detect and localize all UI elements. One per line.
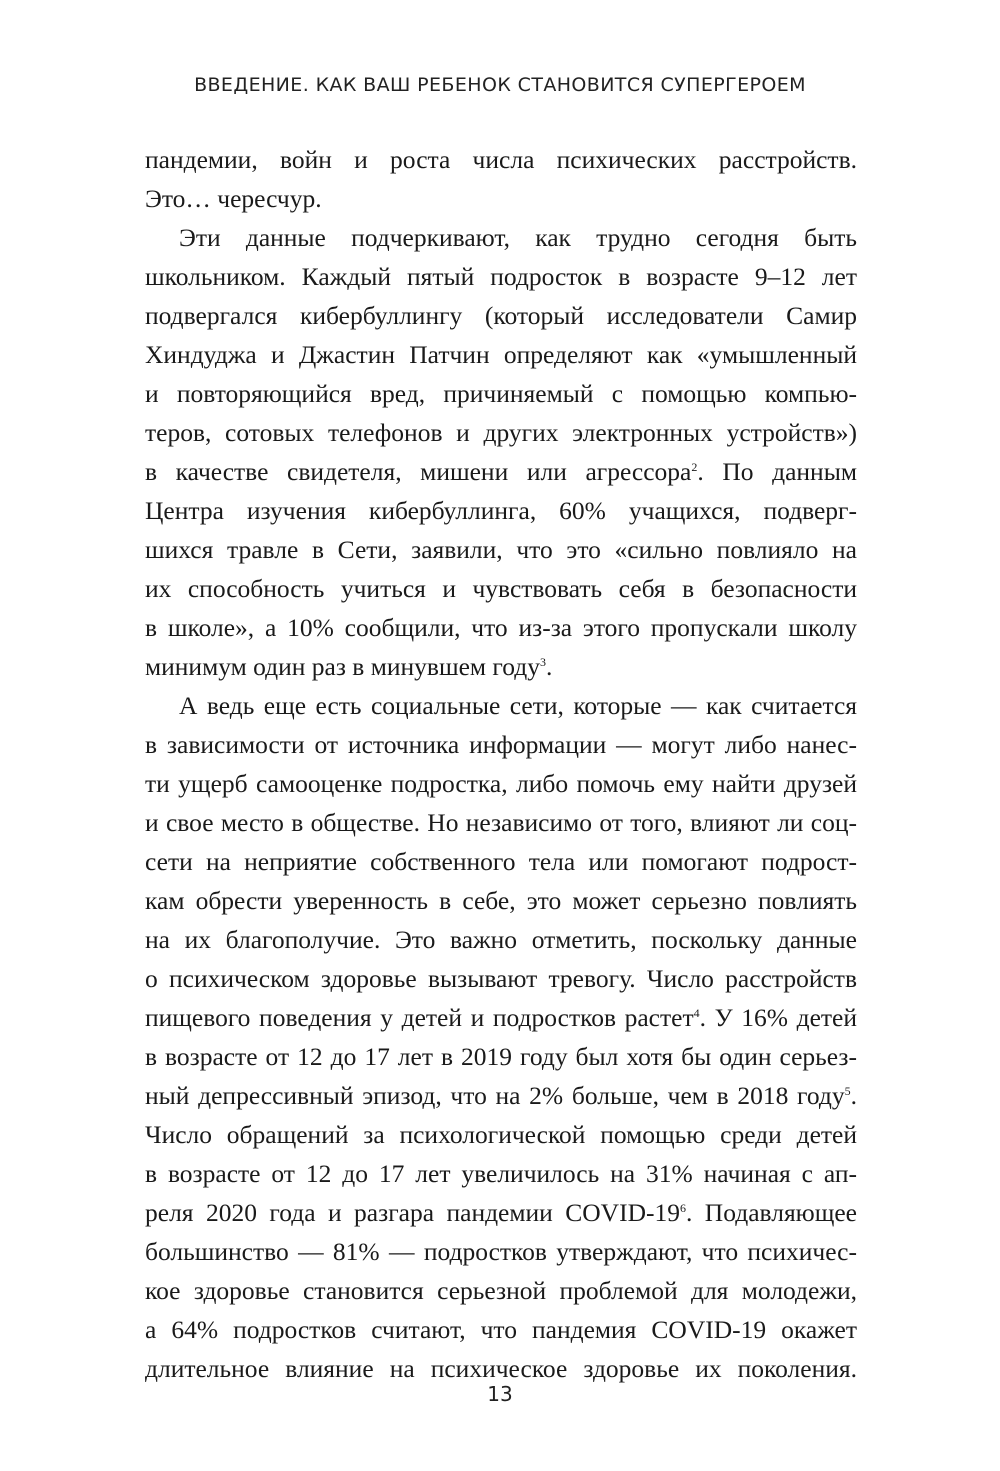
text-segment: минимум один раз в минувшем году bbox=[145, 652, 540, 681]
body-text bbox=[145, 140, 857, 1388]
text-segment: ный депрессивный эпизод, что на 2% больше, чем в 2018 году bbox=[145, 1081, 845, 1110]
text-line: в зависимости от источника информации — могут либо нанес- bbox=[145, 730, 857, 759]
text-line: А ведь еще есть социальные сети, которые — как считается bbox=[179, 691, 857, 720]
text-line bbox=[145, 647, 857, 686]
text-line: кое здоровье становится серьезной проблемой для молодежи, bbox=[145, 1276, 857, 1305]
text-line: а 64% подростков считают, что пандемия COVID-19 окажет bbox=[145, 1315, 857, 1344]
footnote-ref: 2 bbox=[691, 460, 698, 474]
footnote-ref: 3 bbox=[539, 655, 546, 669]
footnote-ref: 5 bbox=[844, 1084, 851, 1098]
text-segment: . Подавляющее bbox=[685, 1198, 857, 1227]
text-line: длительное влияние на психическое здоровье их поколения. bbox=[145, 1354, 857, 1383]
text-line: ти ущерб самооценке подростка, либо помочь ему найти друзей bbox=[145, 769, 857, 798]
text-line: о психическом здоровье вызывают тревогу. Число расстройств bbox=[145, 964, 857, 993]
text-line: Центра изучения кибербуллинга, 60% учащихся, подверг- bbox=[145, 496, 857, 525]
text-line bbox=[145, 998, 857, 1037]
text-line: в школе», а 10% сообщили, что из-за этого пропускали школу bbox=[145, 613, 857, 642]
text-line: Хиндуджа и Джастин Патчин определяют как «умышленный bbox=[145, 340, 857, 369]
text-line: большинство — 81% — подростков утверждают, что психичес- bbox=[145, 1237, 857, 1266]
text-line: подвергался кибербуллингу (который исследователи Самир bbox=[145, 301, 857, 330]
text-line: в возрасте от 12 до 17 лет увеличилось на 31% начиная с ап- bbox=[145, 1159, 857, 1188]
text-segment: пищевого поведения у детей и подростков растет bbox=[145, 1003, 694, 1032]
text-line: кам обрести уверенность в себе, это может серьезно повлиять bbox=[145, 886, 857, 915]
text-segment: в качестве свидетеля, мишени или агрессора bbox=[145, 457, 692, 486]
paragraph bbox=[145, 218, 857, 686]
text-segment: . У 16% детей bbox=[699, 1003, 857, 1032]
text-line: сети на неприятие собственного тела или помогают подрост- bbox=[145, 847, 857, 876]
text-line: Это… чересчур. bbox=[145, 184, 322, 213]
text-line: их способность учиться и чувствовать себя в безопасности bbox=[145, 574, 857, 603]
text-line: и свое место в обществе. Но независимо от того, влияют ли соц- bbox=[145, 808, 857, 837]
text-line: теров, сотовых телефонов и других электронных устройств») bbox=[145, 418, 857, 447]
text-segment: . По данным bbox=[697, 457, 857, 486]
paragraph bbox=[145, 140, 857, 218]
text-line bbox=[145, 1076, 857, 1115]
text-line: и повторяющийся вред, причиняемый с помощью компью- bbox=[145, 379, 857, 408]
text-line: Число обращений за психологической помощью среди детей bbox=[145, 1120, 857, 1149]
text-line: на их благополучие. Это важно отметить, поскольку данные bbox=[145, 925, 857, 954]
text-line bbox=[145, 452, 857, 491]
page-number: 13 bbox=[487, 1382, 513, 1406]
footnote-ref: 4 bbox=[693, 1006, 700, 1020]
paragraph bbox=[145, 686, 857, 1388]
text-line: шихся травле в Сети, заявили, что это «сильно повлияло на bbox=[145, 535, 857, 564]
text-segment: . bbox=[545, 652, 553, 681]
text-line bbox=[145, 1193, 857, 1232]
running-header: ВВЕДЕНИЕ. КАК ВАШ РЕБЕНОК СТАНОВИТСЯ СУПЕРГЕРОЕМ bbox=[194, 74, 806, 96]
text-line: пандемии, войн и роста числа психических расстройств. bbox=[145, 145, 857, 174]
text-line: Эти данные подчеркивают, как трудно сегодня быть bbox=[179, 223, 857, 252]
text-line: школьником. Каждый пятый подросток в возрасте 9–12 лет bbox=[145, 262, 857, 291]
text-segment: . bbox=[850, 1081, 857, 1110]
text-line: в возрасте от 12 до 17 лет в 2019 году был хотя бы один серьез- bbox=[145, 1042, 857, 1071]
footnote-ref: 6 bbox=[679, 1201, 686, 1215]
text-segment: реля 2020 года и разгара пандемии COVID-19 bbox=[145, 1198, 680, 1227]
